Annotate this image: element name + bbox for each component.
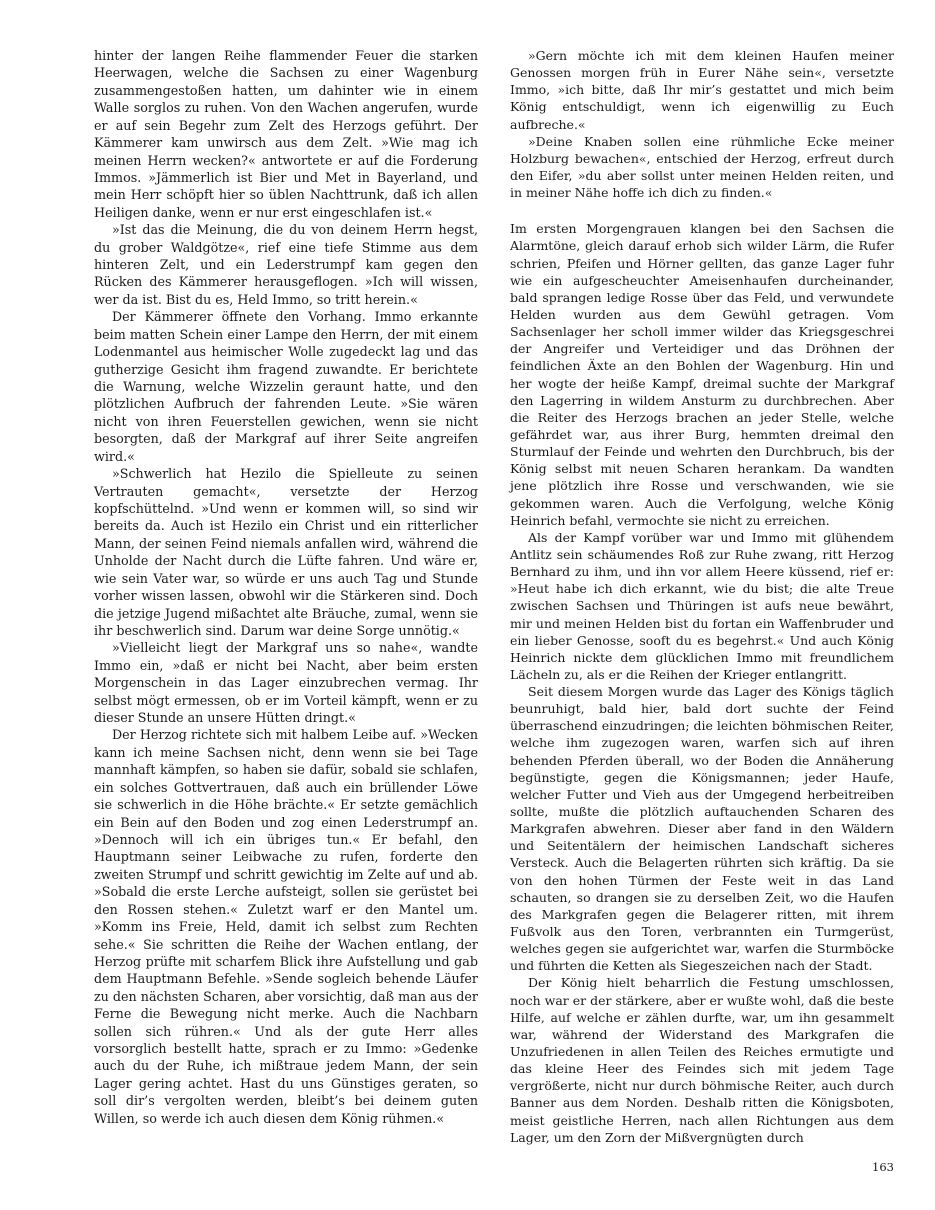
paragraph: Der Kämmerer öffnete den Vorhang. Immo erkannte beim matten Schein einer Lampe den Herrn, der mit einem Lodenmantel aus heimischer Wolle zugedeckt lag und das gutherzige Gesicht ihm fragend zuwandte. Er berichtete die Warnung, welche Wizzelin geraunt hatte, und den plötzlichen Aufbruch der fahrenden Leute. »Sie wären nicht von ihren Feuerstellen gewichen, wenn sie nicht besorgten, daß der Markgraf auf ihrer Seite angreifen wird.« (94, 309, 478, 464)
paragraph: »Vielleicht liegt der Markgraf uns so nahe«, wandte Immo ein, »daß er nicht bei Nacht, aber beim ersten Morgenschein in das Lager einzubrechen vermag. Ihr selbst mögt ermessen, ob er im Vorteil kämpft, wenn er zu dieser Stunde an unsere Hütten dringt.« (94, 640, 478, 726)
paragraph: Als der Kampf vorüber war und Immo mit glühendem Antlitz sein schäumendes Roß zur Ruhe zwang, ritt Herzog Bernhard zu ihm, und ihn vor allem Heere küssend, rief er: »Heut habe ich dich erkannt, wie du bist; die alte Treue zwischen Sachsen und Thüringen ist aufs neue bewährt, mir und meinen Helden bist du fortan ein Waffenbruder und ein lieber Genosse, sooft du es begehrst.« Und auch König Heinrich nickte dem glücklichen Immo mit freundlichem Lächeln zu, als er die Reihen der Krieger entlangritt. (510, 529, 894, 682)
paragraph: »Gern möchte ich mit dem kleinen Haufen meiner Genossen morgen früh in Eurer Nähe sein«, versetzte Immo, »ich bitte, daß Ihr mir’s gestattet und mich beim König entschuldigt, wenn ich eigenwillig zu Euch aufbreche.« (510, 48, 894, 132)
paragraph: Seit diesem Morgen wurde das Lager des Königs täglich beunruhigt, bald hier, bald dort suchte der Feind überraschend einzudringen; die leichten böhmischen Reiter, welche ihm zugezogen waren, warfen sich auf ihren behenden Pferden überall, wo der Boden die Annäherung begünstigte, gegen die Königsmannen; jeder Haufe, welcher Futter und Vieh aus der Umgegend herbeitreiben sollte, mußte die plötzlich auftauchenden Scharen des Markgrafen abwehren. Dieser aber fand in den Wäldern und Seitentälern der heimischen Landschaft sicheres Versteck. Auch die Belagerten rührten sich kräftig. Da sie von den hohen Türmen der Feste weit in das Land schauten, so drangen sie zu derselben Zeit, wo die Haufen des Markgrafen gegen die Belagerer ritten, mit ihrem Fußvolk aus den Toren, verbrannten ein Turmgerüst, welches gegen sie aufgerichtet war, warfen die Sturmböcke und führten die Ketten als Siegeszeichen nach der Stadt. (510, 684, 894, 974)
right-column (510, 47, 894, 1146)
paragraph: »Deine Knaben sollen eine rühmliche Ecke meiner Holzburg bewachen«, entschied der Herzog, erfreut durch den Eifer, »du aber sollst unter meinen Helden reiten, und in meiner Nähe hoffe ich dich zu finden.« (510, 133, 894, 201)
paragraph: Der König hielt beharrlich die Festung umschlossen, noch war er der stärkere, aber er wußte wohl, daß die beste Hilfe, auf welche er zählen durfte, war, um ihn gesammelt war, während der Widerstand des Markgrafen die Unzufriedenen in allen Teilen des Reiches ermutigte und das kleine Heer des Feindes sich mit jedem Tage vergrößerte, nicht nur durch böhmische Reiter, auch durch Banner aus dem Norden. Deshalb ritten die Königsboten, meist geistliche Herren, nach allen Richtungen aus dem Lager, um den Zorn der Mißvergnügten durch (510, 975, 894, 1145)
paragraph: »Ist das die Meinung, die du von deinem Herrn hegst, du grober Waldgötze«, rief eine tiefe Stimme aus dem hinteren Zelt, und ein Lederstrumpf kam gegen den Rücken des Kämmerer herausgeflogen. »Ich will wissen, wer da ist. Bist du es, Held Immo, so tritt herein.« (94, 222, 478, 307)
paragraph: »Schwerlich hat Hezilo die Spielleute zu seinen Vertrauten gemacht«, versetzte der Herzog kopfschüttelnd. »Und wenn er kommen will, so sind wir bereits da. Auch ist Hezilo ein Christ und ein ritterlicher Mann, der seinen Feind niemals anfallen wird, während die Unholde der Nacht durch die Lüfte fahren. Und wäre er, wie sein Vater war, so würde er uns auch Tag und Stunde vorher wissen lassen, obwohl wir die Stärkeren sind. Doch die jetzige Jugend mißachtet alte Bräuche, zumal, wenn sie ihr beschwerlich sind. Darum war deine Sorge unnötig.« (94, 466, 478, 638)
page-number: 163 (872, 1160, 894, 1174)
paragraph: hinter der langen Reihe flammender Feuer die starken Heerwagen, welche die Sachsen zu einer Wagenburg zusammengestoßen hatten, um dahinter wie in einem Walle sorglos zu ruhen. Von den Wachen angerufen, wurde er auf sein Begehr zum Zelt des Herzogs geführt. Der Kämmerer kam unwirsch aus dem Zelt. »Wie mag ich meinen Herrn wecken?« antwortete er auf die Forderung Immos. »Jämmerlich ist Bier und Met in Bayerland, und mein Herr schöpft hier so üblen Nachttrunk, daß ich allen Heiligen danke, wenn er nur erst eingeschlafen ist.« (94, 48, 478, 220)
section-first-paragraph: Im ersten Morgengrauen klangen bei den Sachsen die Alarmtöne, gleich darauf erhob sich wilder Lärm, die Rufer schrien, Pfeifen und Hörner gellten, das ganze Lager fuhr wie ein aufgescheuchter Ameisenhaufen durcheinander, bald sprangen ledige Rosse über das Feld, und verwundete Helden wurden aus dem Gewühl getragen. Vom Sachsenlager her scholl immer wilder das Kriegsgeschrei der Angreifer und Verteidiger und das Dröhnen der feindlichen Äxte an den Bohlen der Wagenburg. Hin und her wogte der heiße Kampf, dreimal suchte der Markgraf den Lagerring in wildem Ansturm zu durchbrechen. Aber die Reiter des Herzogs brachen an jeder Stelle, welche gefährdet war, aus ihrer Burg, hemmten dreimal den Sturmlauf der Feinde und wehrten den Durchbruch, bis der König selbst mit neuen Scharen herankam. Da wandten jene plötzlich ihre Rosse und verschwanden, wie sie gekommen waren. Auch die Verfolgung, welche König Heinrich befahl, vermochte sie nicht zu erreichen. (510, 221, 894, 528)
left-column (94, 47, 478, 1127)
paragraph: Der Herzog richtete sich mit halbem Leibe auf. »Wecken kann ich meine Sachsen nicht, denn wenn sie bei Tage mannhaft kämpfen, so haben sie dafür, sobald sie schlafen, ein solches Gottvertrauen, daß auch ein brüllender Löwe sie schwerlich in die Höhe brächte.« Er setzte gemächlich ein Bein auf den Boden und zog einen Lederstrumpf an. »Dennoch will ich ein übriges tun.« Er befahl, den Hauptmann seiner Leibwache zu rufen, forderte den zweiten Strumpf und schritt gewichtig im Zelte auf und ab. »Sobald die erste Lerche aufsteigt, sollen sie gerüstet bei den Rossen stehen.« Zuletzt warf er den Mantel um. »Komm ins Freie, Held, damit ich selbst zum Rechten sehe.« Sie schritten die Reihe der Wachen entlang, der Herzog prüfte mit scharfem Blick ihre Aufstellung und gab dem Hauptmann Befehle. »Sende sogleich behende Läufer zu den nächsten Scharen, aber vorsichtig, daß man aus der Ferne die Bewegung nicht merke. Auch die Nachbarn sollen sich rühren.« Und als der gute Herr alles vorsorglich bestellt hatte, sprach er zu Immo: »Gedenke auch du der Ruhe, ich mißtraue jedem Mann, der sein Lager gering achtet. Hast du uns Günstiges geraten, so soll dir’s vergolten werden, bleibt’s bei deinem guten Willen, so werde ich auch diesen dem König rühmen.« (94, 727, 478, 1126)
